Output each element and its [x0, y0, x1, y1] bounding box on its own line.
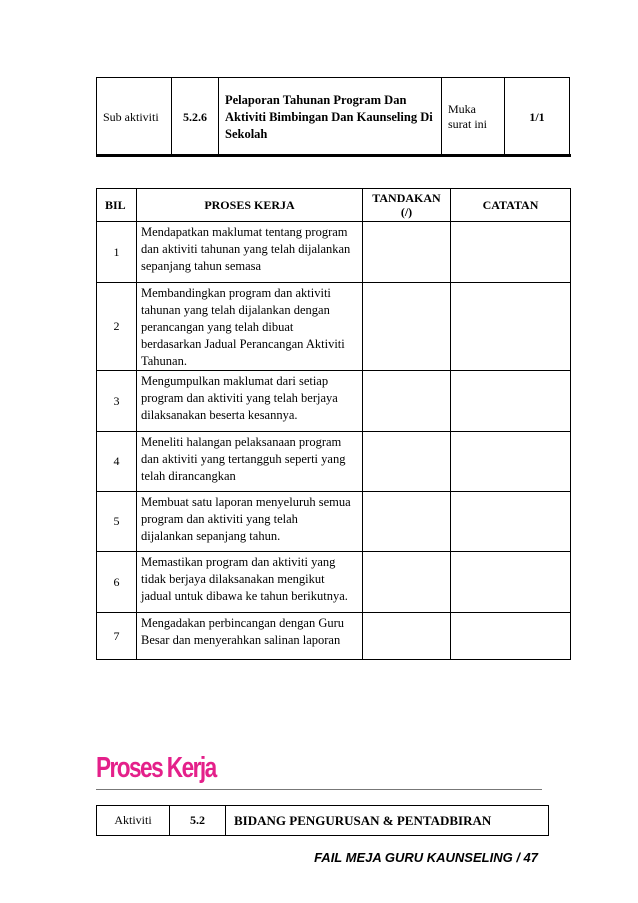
- row-line: dan aktiviti yang tertangguh seperti yang: [141, 452, 346, 466]
- sub-aktiviti-title: [219, 78, 442, 157]
- row-line: Meneliti halangan pelaksanaan program: [141, 435, 342, 449]
- table-row: [97, 492, 571, 552]
- row-line: Besar dan menyerahkan salinan laporan: [141, 633, 341, 647]
- title-line: Pelaporan Tahunan Program Dan: [225, 92, 407, 107]
- row-line: telah dirancangkan: [141, 469, 236, 483]
- row-proses: [137, 283, 363, 371]
- row-line: Tahunan.: [141, 354, 187, 368]
- title-line: Aktiviti Bimbingan Dan Kaunseling Di: [225, 109, 433, 124]
- row-catatan-cell[interactable]: [451, 613, 571, 660]
- row-proses: [137, 222, 363, 283]
- row-line: Mengumpulkan maklumat dari setiap: [141, 374, 329, 388]
- row-line: perancangan yang telah dibuat: [141, 320, 294, 334]
- header-bottom-rule: [96, 154, 571, 157]
- activity-label: Aktiviti: [97, 806, 170, 836]
- table-row: [97, 222, 571, 283]
- row-line: Mengadakan perbincangan dengan Guru: [141, 616, 345, 630]
- row-line: tidak berjaya dilaksanakan mengikut: [141, 572, 325, 586]
- row-proses: [137, 492, 363, 552]
- row-catatan-cell[interactable]: [451, 432, 571, 492]
- page-footer: FAIL MEJA GURU KAUNSELING / 47: [314, 850, 538, 865]
- muka-surat-line: Muka: [448, 102, 476, 116]
- row-tandakan-cell[interactable]: [363, 613, 451, 660]
- row-line: program dan aktiviti yang telah: [141, 512, 298, 526]
- row-catatan-cell[interactable]: [451, 552, 571, 613]
- row-catatan-cell[interactable]: [451, 222, 571, 283]
- row-line: sepanjang tahun semasa: [141, 259, 262, 273]
- row-bil: 1: [97, 222, 137, 283]
- row-bil: 2: [97, 283, 137, 371]
- header-tandakan: [363, 189, 451, 222]
- row-proses: [137, 613, 363, 660]
- process-table: [96, 188, 571, 660]
- row-catatan-cell[interactable]: [451, 283, 571, 371]
- header-catatan: CATATAN: [451, 189, 571, 222]
- row-line: jadual untuk dibawa ke tahun berikutnya.: [141, 589, 348, 603]
- muka-surat-label: [442, 78, 505, 157]
- table-row: [97, 552, 571, 613]
- header-proses-kerja: PROSES KERJA: [137, 189, 363, 222]
- header-row: [97, 78, 570, 157]
- activity-table: [96, 805, 549, 836]
- row-proses: [137, 432, 363, 492]
- row-line: Membandingkan program dan aktiviti: [141, 286, 331, 300]
- row-proses: [137, 552, 363, 613]
- row-bil: 5: [97, 492, 137, 552]
- row-bil: 4: [97, 432, 137, 492]
- page-value: 1/1: [505, 78, 570, 157]
- row-line: dan aktiviti tahunan yang telah dijalankan: [141, 242, 351, 256]
- activity-code: 5.2: [170, 806, 226, 836]
- row-line: program dan aktiviti yang telah berjaya: [141, 391, 338, 405]
- table-row: [97, 613, 571, 660]
- table-row: [97, 283, 571, 371]
- row-catatan-cell[interactable]: [451, 371, 571, 432]
- row-tandakan-cell[interactable]: [363, 371, 451, 432]
- row-tandakan-cell[interactable]: [363, 432, 451, 492]
- row-catatan-cell[interactable]: [451, 492, 571, 552]
- row-tandakan-cell[interactable]: [363, 492, 451, 552]
- muka-surat-line: surat ini: [448, 117, 487, 131]
- row-line: Memastikan program dan aktiviti yang: [141, 555, 336, 569]
- row-line: Mendapatkan maklumat tentang program: [141, 225, 348, 239]
- sub-aktiviti-label: Sub aktiviti: [97, 78, 172, 157]
- row-line: dijalankan sepanjang tahun.: [141, 529, 281, 543]
- sub-aktiviti-code: 5.2.6: [172, 78, 219, 157]
- header-tandakan-line: TANDAKAN: [372, 191, 441, 205]
- row-line: tahunan yang telah dijalankan dengan: [141, 303, 330, 317]
- row-bil: 6: [97, 552, 137, 613]
- process-table-header: [97, 189, 571, 222]
- row-line: Membuat satu laporan menyeluruh semua: [141, 495, 351, 509]
- section-title: Proses Kerja: [96, 752, 216, 784]
- activity-row: [97, 806, 549, 836]
- row-tandakan-cell[interactable]: [363, 283, 451, 371]
- section-title-rule: [96, 789, 542, 790]
- header-tandakan-line: (/): [400, 205, 413, 219]
- header-bil: BIL: [97, 189, 137, 222]
- activity-name: BIDANG PENGURUSAN & PENTADBIRAN: [226, 806, 549, 836]
- header-table: [96, 77, 570, 157]
- row-line: berdasarkan Jadual Perancangan Aktiviti: [141, 337, 345, 351]
- row-bil: 3: [97, 371, 137, 432]
- table-row: [97, 432, 571, 492]
- row-tandakan-cell[interactable]: [363, 222, 451, 283]
- row-proses: [137, 371, 363, 432]
- row-bil: 7: [97, 613, 137, 660]
- table-row: [97, 371, 571, 432]
- title-line: Sekolah: [225, 126, 268, 141]
- row-tandakan-cell[interactable]: [363, 552, 451, 613]
- row-line: dilaksanakan beserta kesannya.: [141, 408, 298, 422]
